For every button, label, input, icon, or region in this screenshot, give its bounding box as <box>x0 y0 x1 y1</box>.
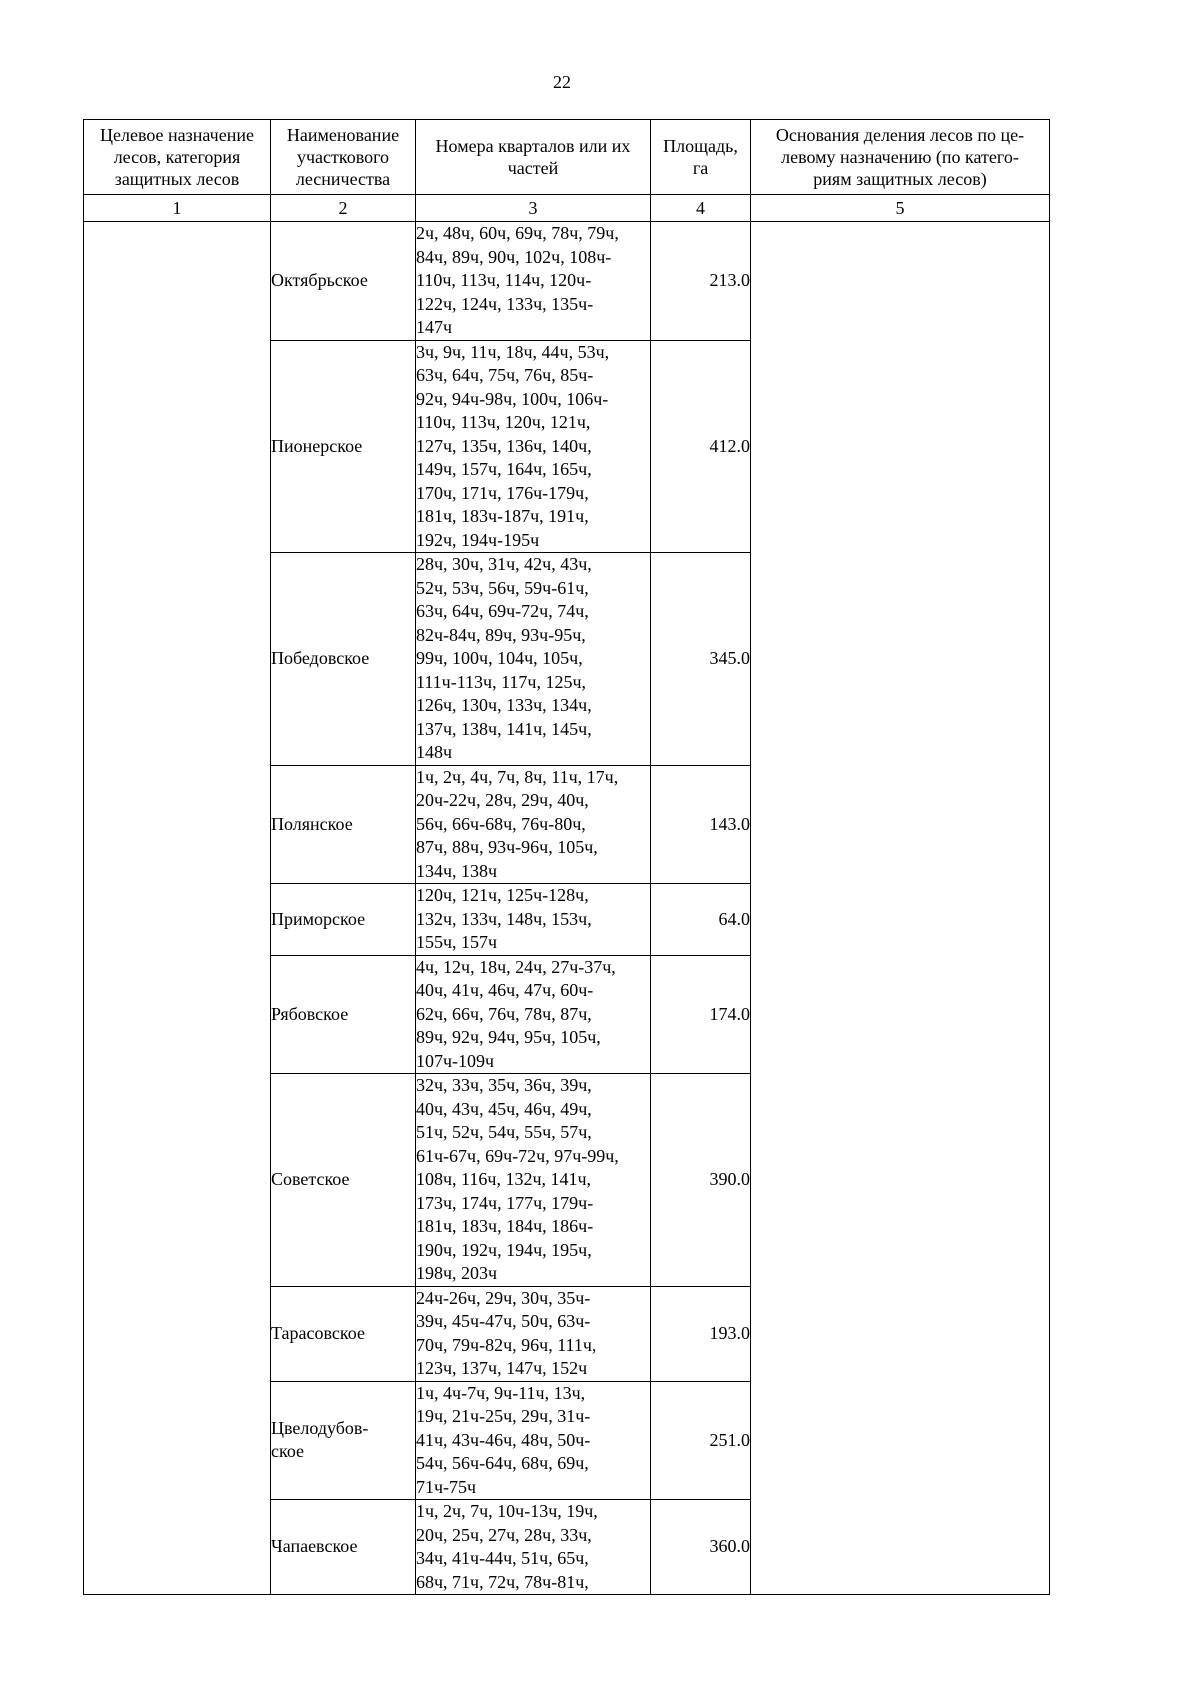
quarter-numbers: 32ч, 33ч, 35ч, 36ч, 39ч, 40ч, 43ч, 45ч, 46ч, 49ч, 51ч, 52ч, 54ч, 55ч, 57ч, 61ч-67ч, 69ч-72ч, 97ч-99ч, 108ч, 116ч, 132ч, 141ч, 173ч, 174ч, 177ч, 179ч- 181ч, 183ч, 184ч, 186ч- 190ч, 192ч, 194ч, 195ч, 198ч, 203ч <box>416 1074 651 1287</box>
column-number: 1 <box>84 195 271 222</box>
area-value: 251.0 <box>651 1381 751 1500</box>
forest-division-table <box>83 119 1050 1595</box>
header-basis: Основания деления лесов по це- левому назначению (по катего- риям защитных лесов) <box>751 120 1050 195</box>
table-body <box>84 195 1050 1595</box>
area-value: 213.0 <box>651 222 751 341</box>
forestry-name: Октябрьское <box>271 222 416 341</box>
column-number: 5 <box>751 195 1050 222</box>
area-value: 412.0 <box>651 340 751 553</box>
column-number: 3 <box>416 195 651 222</box>
column-number: 4 <box>651 195 751 222</box>
forestry-name: Пионерское <box>271 340 416 553</box>
forestry-name: Цвелодубов- ское <box>271 1381 416 1500</box>
header-category: Целевое назначение лесов, категория защитных лесов <box>84 120 271 195</box>
forestry-name: Полянское <box>271 765 416 884</box>
forestry-name: Советское <box>271 1074 416 1287</box>
area-value: 360.0 <box>651 1500 751 1595</box>
forestry-name: Победовское <box>271 553 416 766</box>
quarter-numbers: 3ч, 9ч, 11ч, 18ч, 44ч, 53ч, 63ч, 64ч, 75ч, 76ч, 85ч- 92ч, 94ч-98ч, 100ч, 106ч- 110ч, 113ч, 120ч, 121ч, 127ч, 135ч, 136ч, 140ч, 149ч, 157ч, 164ч, 165ч, 170ч, 171ч, 176ч-179ч, 181ч, 183ч-187ч, 191ч, 192ч, 194ч-195ч <box>416 340 651 553</box>
area-value: 64.0 <box>651 884 751 956</box>
quarter-numbers: 4ч, 12ч, 18ч, 24ч, 27ч-37ч, 40ч, 41ч, 46ч, 47ч, 60ч- 62ч, 66ч, 76ч, 78ч, 87ч, 89ч, 92ч, 94ч, 95ч, 105ч, 107ч-109ч <box>416 955 651 1074</box>
quarter-numbers: 1ч, 2ч, 7ч, 10ч-13ч, 19ч, 20ч, 25ч, 27ч, 28ч, 33ч, 34ч, 41ч-44ч, 51ч, 65ч, 68ч, 71ч, 72ч, 78ч-81ч, <box>416 1500 651 1595</box>
forestry-name: Тарасовское <box>271 1286 416 1381</box>
column-number: 2 <box>271 195 416 222</box>
area-value: 193.0 <box>651 1286 751 1381</box>
header-row <box>84 120 1050 195</box>
quarter-numbers: 2ч, 48ч, 60ч, 69ч, 78ч, 79ч, 84ч, 89ч, 90ч, 102ч, 108ч- 110ч, 113ч, 114ч, 120ч- 122ч, 124ч, 133ч, 135ч- 147ч <box>416 222 651 341</box>
category-cell <box>84 222 271 1595</box>
quarter-numbers: 24ч-26ч, 29ч, 30ч, 35ч- 39ч, 45ч-47ч, 50ч, 63ч- 70ч, 79ч-82ч, 96ч, 111ч, 123ч, 137ч, 147ч, 152ч <box>416 1286 651 1381</box>
basis-cell <box>751 222 1050 1595</box>
header-area: Площадь, га <box>651 120 751 195</box>
forestry-name: Рябовское <box>271 955 416 1074</box>
area-value: 174.0 <box>651 955 751 1074</box>
quarter-numbers: 28ч, 30ч, 31ч, 42ч, 43ч, 52ч, 53ч, 56ч, 59ч-61ч, 63ч, 64ч, 69ч-72ч, 74ч, 82ч-84ч, 89ч, 93ч-95ч, 99ч, 100ч, 104ч, 105ч, 111ч-113ч, 117ч, 125ч, 126ч, 130ч, 133ч, 134ч, 137ч, 138ч, 141ч, 145ч, 148ч <box>416 553 651 766</box>
area-value: 143.0 <box>651 765 751 884</box>
quarter-numbers: 1ч, 4ч-7ч, 9ч-11ч, 13ч, 19ч, 21ч-25ч, 29ч, 31ч- 41ч, 43ч-46ч, 48ч, 50ч- 54ч, 56ч-64ч, 68ч, 69ч, 71ч-75ч <box>416 1381 651 1500</box>
column-number-row <box>84 195 1050 222</box>
forestry-name: Приморское <box>271 884 416 956</box>
header-quarters: Номера кварталов или их частей <box>416 120 651 195</box>
quarter-numbers: 120ч, 121ч, 125ч-128ч, 132ч, 133ч, 148ч, 153ч, 155ч, 157ч <box>416 884 651 956</box>
area-value: 390.0 <box>651 1074 751 1287</box>
area-value: 345.0 <box>651 553 751 766</box>
page-number: 22 <box>553 72 571 92</box>
quarter-numbers: 1ч, 2ч, 4ч, 7ч, 8ч, 11ч, 17ч, 20ч-22ч, 28ч, 29ч, 40ч, 56ч, 66ч-68ч, 76ч-80ч, 87ч, 88ч, 93ч-96ч, 105ч, 134ч, 138ч <box>416 765 651 884</box>
forestry-name: Чапаевское <box>271 1500 416 1595</box>
header-forestry: Наименование участкового лесничества <box>271 120 416 195</box>
table-row <box>84 222 1050 341</box>
